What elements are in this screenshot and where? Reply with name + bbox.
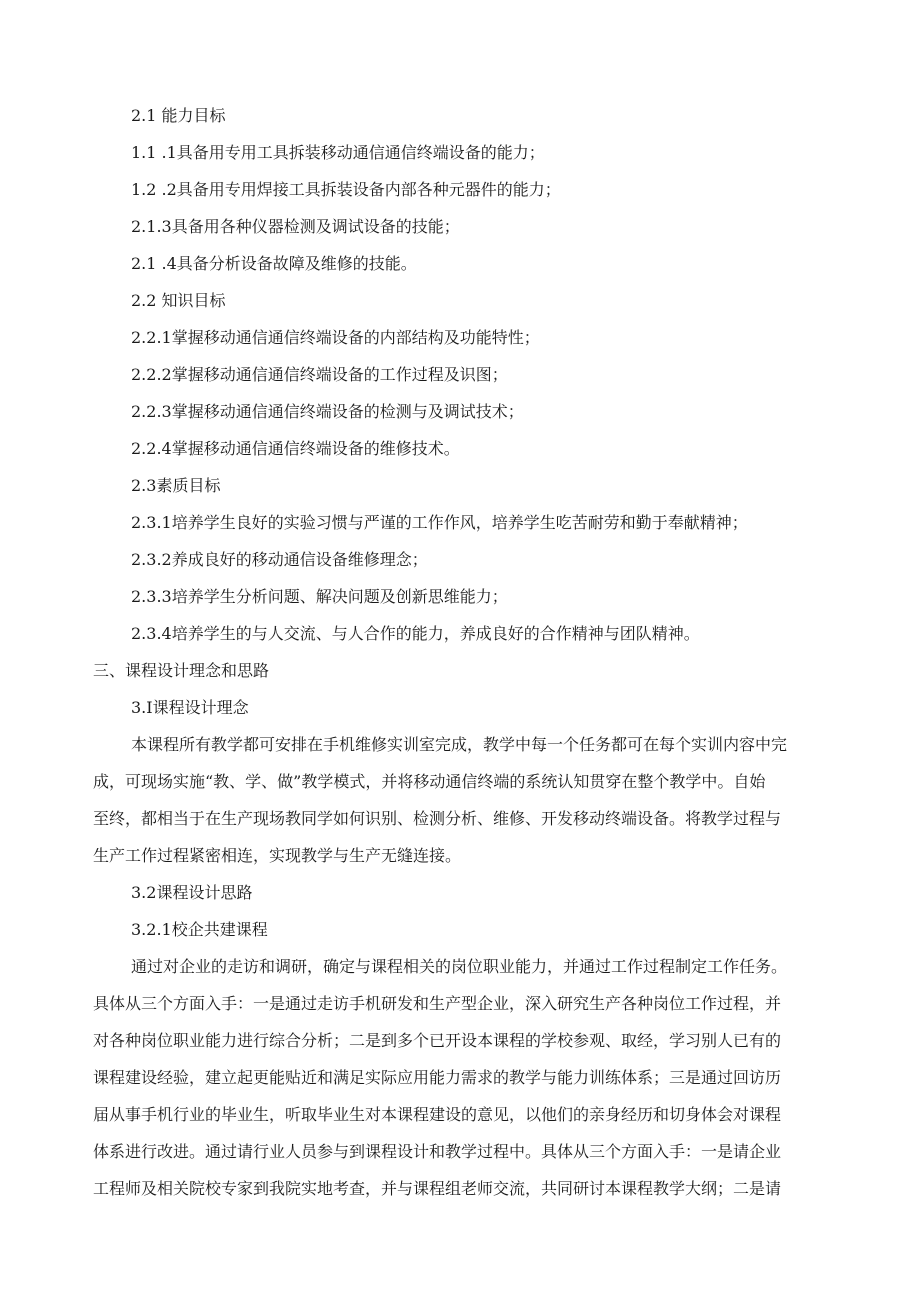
paragraph-line: 通过对企业的走访和调研，确定与课程相关的岗位职业能力，并通过工作过程制定工作任务。 xyxy=(131,957,788,976)
paragraph-line: 至终，都相当于在生产现场教同学如何识别、检测分析、维修、开发移动终端设备。将教学过程与 xyxy=(93,809,782,828)
list-item: 2.3.2养成良好的移动通信设备维修理念； xyxy=(131,550,428,569)
paragraph-line: 成，可现场实施“教、学、做”教学模式，并将移动通信终端的系统认知贯穿在整个教学中。自始 xyxy=(93,772,766,791)
paragraph-line: 本课程所有教学都可安排在手机维修实训室完成，教学中每一个任务都可在每个实训内容中完 xyxy=(131,735,788,754)
list-item: 1.2 .2具备用专用焊接工具拆装设备内部各种元器件的能力； xyxy=(131,180,561,199)
list-item: 2.3.4培养学生的与人交流、与人合作的能力，养成良好的合作精神与团队精神。 xyxy=(131,624,700,643)
subsection-heading-3-2-1: 3.2.1校企共建课程 xyxy=(131,920,268,939)
paragraph-design-concept xyxy=(93,735,831,883)
list-item: 2.3.1培养学生良好的实验习惯与严谨的工作作风，培养学生吃苦耐劳和勤于奉献精神； xyxy=(131,513,748,532)
paragraph-line: 届从事手机行业的毕业生，听取毕业生对本课程建设的意见，以他们的亲身经历和切身体会对课程 xyxy=(93,1105,782,1124)
paragraph-design-approach xyxy=(93,957,831,1216)
list-item: 2.2.3掌握移动通信通信终端设备的检测与及调试技术； xyxy=(131,402,524,421)
list-item: 2.3.3培养学生分析问题、解决问题及创新思维能力； xyxy=(131,587,508,606)
list-item: 2.2.1掌握移动通信通信终端设备的内部结构及功能特性； xyxy=(131,328,540,347)
paragraph-line: 工程师及相关院校专家到我院实地考查，并与课程组老师交流，共同研讨本课程教学大纲；二是请 xyxy=(93,1179,782,1198)
list-item: 2.2.4掌握移动通信通信终端设备的维修技术。 xyxy=(131,439,460,458)
list-item: 2.1.3具备用各种仪器检测及调试设备的技能； xyxy=(131,217,460,236)
list-item: 1.1 .1具备用专用工具拆装移动通信通信终端设备的能力； xyxy=(131,143,545,162)
subsection-heading-2-1: 2.1 能力目标 xyxy=(131,106,226,125)
list-item: 2.1 .4具备分析设备故障及维修的技能。 xyxy=(131,254,417,273)
paragraph-line: 生产工作过程紧密相连，实现教学与生产无缝连接。 xyxy=(93,846,462,865)
subsection-heading-3-1: 3.I课程设计理念 xyxy=(131,698,249,717)
paragraph-line: 体系进行改进。通过请行业人员参与到课程设计和教学过程中。具体从三个方面入手：一是请企业 xyxy=(93,1142,782,1161)
paragraph-line: 课程建设经验，建立起更能贴近和满足实际应用能力需求的教学与能力训练体系；三是通过回访历 xyxy=(93,1068,782,1087)
subsection-heading-2-3: 2.3素质目标 xyxy=(131,476,221,495)
paragraph-line: 对各种岗位职业能力进行综合分析；二是到多个已开设本课程的学校参观、取经，学习别人已有的 xyxy=(93,1031,782,1050)
section-heading-3: 三、课程设计理念和思路 xyxy=(93,661,270,680)
paragraph-line: 具体从三个方面入手：一是通过走访手机研发和生产型企业，深入研究生产各种岗位工作过程，并 xyxy=(93,994,782,1013)
subsection-heading-2-2: 2.2 知识目标 xyxy=(131,291,226,310)
list-item: 2.2.2掌握移动通信通信终端设备的工作过程及识图； xyxy=(131,365,508,384)
subsection-heading-3-2: 3.2课程设计思路 xyxy=(131,883,253,902)
